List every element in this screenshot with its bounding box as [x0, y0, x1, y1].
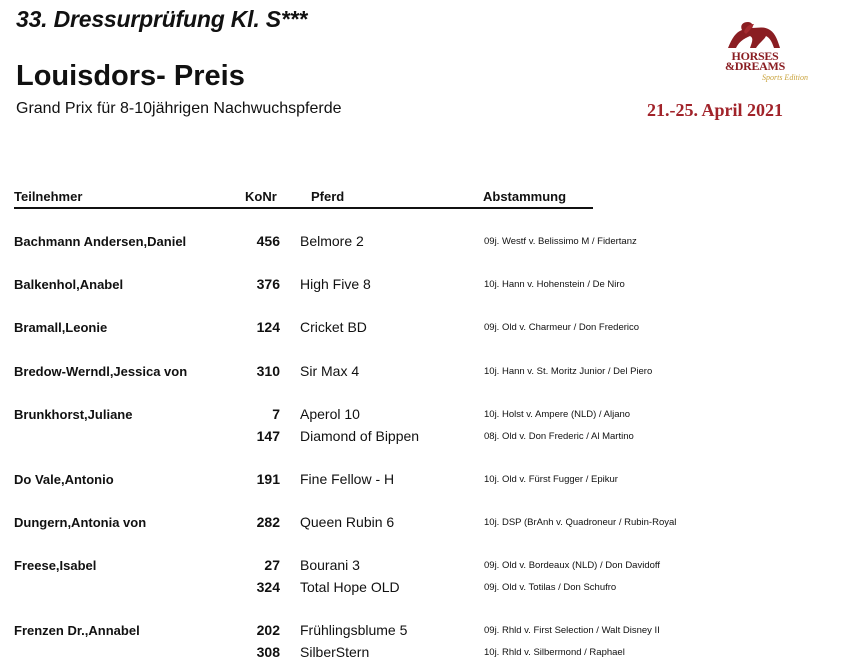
- table-row: [0, 513, 847, 533]
- rider-name: Freese,Isabel: [14, 558, 97, 573]
- table-row: [0, 275, 847, 295]
- rider-name: Balkenhol,Anabel: [14, 277, 124, 292]
- horse-name: Sir Max 4: [300, 363, 360, 379]
- page-title: Louisdors- Preis: [16, 60, 245, 92]
- page-subtitle: Grand Prix für 8-10jährigen Nachwuchspferde: [16, 100, 342, 117]
- konr-number: 191: [256, 471, 280, 487]
- table-row: [0, 318, 847, 338]
- table-row: [0, 470, 847, 490]
- horse-name: Diamond of Bippen: [300, 428, 420, 444]
- logo-edition: Sports Edition: [761, 73, 808, 82]
- konr-number: 324: [256, 579, 280, 595]
- table-row: [0, 643, 847, 663]
- konr-number: 310: [256, 363, 280, 379]
- horse-name: Belmore 2: [300, 233, 364, 249]
- horse-pedigree: 09j. Old v. Bordeaux (NLD) / Don Davidoff: [484, 560, 661, 571]
- table-row: [0, 405, 847, 425]
- horse-pedigree: 10j. Hann v. St. Moritz Junior / Del Piero: [484, 366, 653, 377]
- logo-line-2: &DREAMS: [725, 59, 785, 73]
- konr-number: 124: [256, 319, 280, 335]
- table-row: [0, 621, 847, 641]
- table-row: [0, 362, 847, 382]
- column-header-pedigree: Abstammung: [483, 189, 567, 204]
- rider-name: Bachmann Andersen,Daniel: [14, 234, 187, 249]
- horse-name: Total Hope OLD: [300, 579, 400, 595]
- konr-number: 376: [256, 276, 280, 292]
- table-row: [0, 427, 847, 447]
- table-row: [0, 578, 847, 598]
- horse-pedigree: 10j. Holst v. Ampere (NLD) / Aljano: [484, 409, 631, 420]
- horse-name: Frühlingsblume 5: [300, 622, 408, 638]
- table-row: [0, 232, 847, 252]
- konr-number: 147: [256, 428, 280, 444]
- horse-pedigree: 10j. Rhld v. Silbermond / Raphael: [484, 647, 625, 658]
- konr-number: 308: [256, 644, 280, 660]
- rider-name: Do Vale,Antonio: [14, 472, 114, 487]
- horse-name: Fine Fellow - H: [300, 471, 395, 487]
- horse-pedigree: 10j. Old v. Fürst Fugger / Epikur: [484, 474, 618, 485]
- horse-pedigree: 09j. Rhld v. First Selection / Walt Disney II: [484, 625, 660, 636]
- konr-number: 282: [256, 514, 280, 530]
- horse-name: Cricket BD: [300, 319, 367, 335]
- horse-name: High Five 8: [300, 276, 371, 292]
- rider-name: Brunkhorst,Juliane: [14, 407, 133, 422]
- column-header-horse: Pferd: [311, 189, 345, 204]
- konr-number: 456: [256, 233, 280, 249]
- competition-title: 33. Dressurprüfung Kl. S***: [16, 6, 308, 32]
- event-dates: 21.-25. April 2021: [647, 100, 784, 120]
- horse-pedigree: 08j. Old v. Don Frederic / Al Martino: [484, 431, 634, 442]
- konr-number: 7: [272, 406, 280, 422]
- konr-number: 27: [264, 557, 280, 573]
- table-row: [0, 556, 847, 576]
- rider-name: Bredow-Werndl,Jessica von: [14, 364, 188, 379]
- column-header-konr: KoNr: [245, 189, 277, 204]
- horse-name: Aperol 10: [300, 406, 360, 422]
- horse-pedigree: 10j. Hann v. Hohenstein / De Niro: [484, 279, 625, 290]
- konr-number: 202: [256, 622, 280, 638]
- horse-name: Queen Rubin 6: [300, 514, 395, 530]
- column-header-rider: Teilnehmer: [14, 189, 83, 204]
- horse-pedigree: 10j. DSP (BrAnh v. Quadroneur / Rubin-Royal: [484, 517, 677, 528]
- horse-name: SilberStern: [300, 644, 370, 660]
- horse-pedigree: 09j. Old v. Charmeur / Don Frederico: [484, 322, 640, 333]
- horse-pedigree: 09j. Westf v. Belissimo M / Fidertanz: [484, 236, 637, 247]
- rider-name: Dungern,Antonia von: [14, 515, 147, 530]
- rider-name: Frenzen Dr.,Annabel: [14, 623, 140, 638]
- horse-name: Bourani 3: [300, 557, 360, 573]
- rider-name: Bramall,Leonie: [14, 320, 108, 335]
- horse-pedigree: 09j. Old v. Totilas / Don Schufro: [484, 582, 617, 593]
- logo-line-1: HORSES: [731, 49, 779, 63]
